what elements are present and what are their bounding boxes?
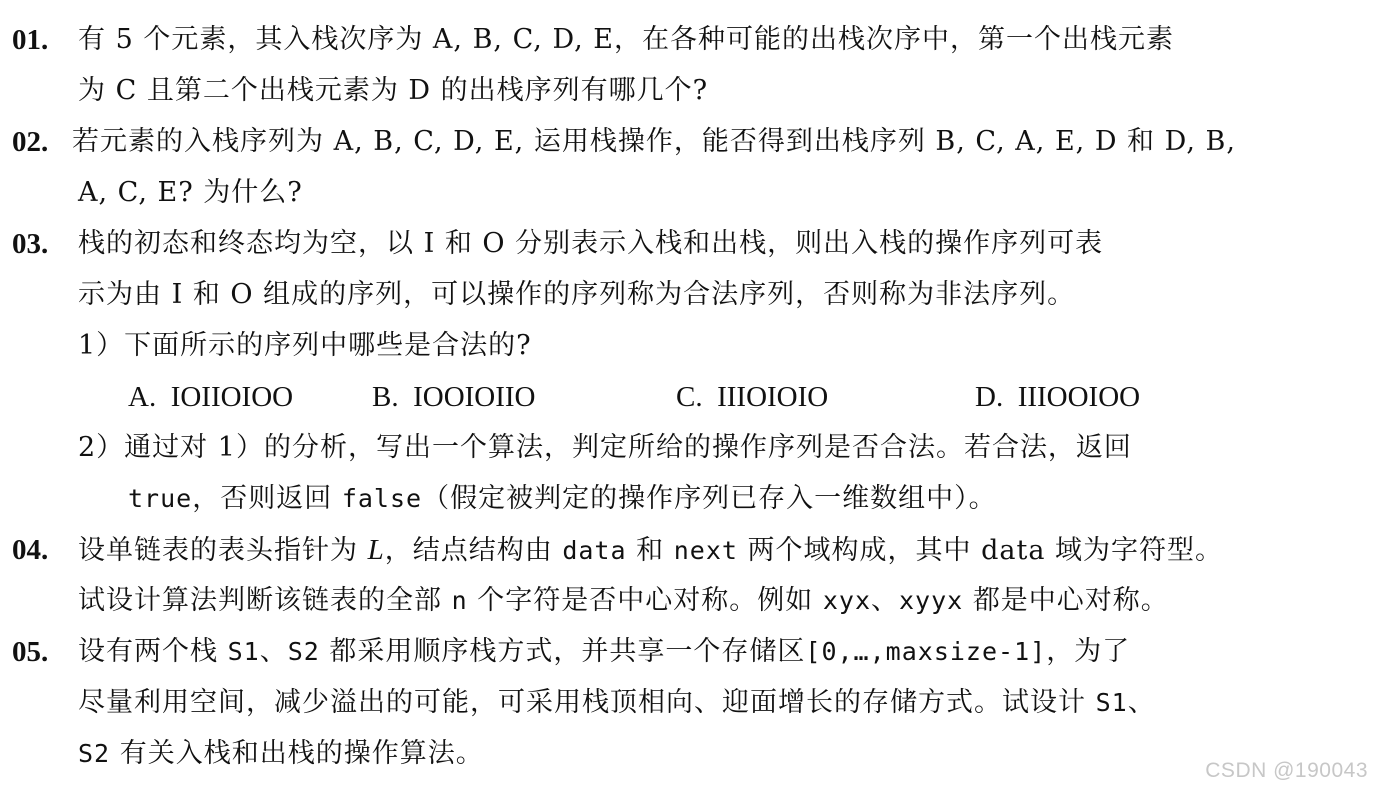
code-s2: S2 — [78, 739, 111, 768]
code-s1: S1 — [227, 637, 260, 666]
question-text: 试设计算法判断该链表的全部 n 个字符是否中心对称。例如 xyx、xyyx 都是中心对称。 — [78, 585, 1169, 616]
question-text: 为 C 且第二个出栈元素为 D 的出栈序列有哪几个? — [78, 75, 709, 106]
option-label: B. — [372, 381, 399, 413]
var-l: L — [367, 534, 385, 566]
code-n: n — [451, 586, 468, 615]
code-xyx: xyx — [822, 586, 871, 615]
question-text: 尽量利用空间，减少溢出的可能，可采用栈顶相向、迎面增长的存储方式。试设计 S1、 — [78, 687, 1156, 718]
question-text: 有 5 个元素，其入栈次序为 A, B, C, D, E，在各种可能的出栈次序中，第一个出栈元素 — [78, 24, 1175, 55]
sub-question-text: 2）通过对 1）的分析，写出一个算法，判定所给的操作序列是否合法。若合法，返回 — [78, 432, 1132, 463]
option-label: D. — [975, 381, 1004, 413]
code-range: [0,…,maxsize-1] — [805, 637, 1047, 666]
option-b — [372, 377, 536, 417]
option-value: IIIOIOIO — [717, 381, 829, 413]
question-number: 04. — [12, 534, 49, 566]
question-text: 设单链表的表头指针为 L，结点结构由 data 和 next 两个域构成，其中 data 域为字符型。 — [78, 534, 1224, 566]
question-number: 05. — [12, 636, 49, 668]
option-value: IIIOOIOO — [1017, 381, 1141, 413]
question-text: 设有两个栈 S1、S2 都采用顺序栈方式，并共享一个存储区[0,…,maxsize-1]，为了 — [78, 636, 1131, 667]
watermark: CSDN @190043 — [1205, 759, 1368, 782]
question-text: 栈的初态和终态均为空，以 I 和 O 分别表示入栈和出栈，则出入栈的操作序列可表 — [78, 228, 1104, 259]
question-number: 02. — [12, 126, 49, 158]
code-data: data — [562, 536, 627, 565]
question-number: 03. — [12, 228, 49, 260]
option-value: IOIIOIOO — [170, 381, 294, 413]
option-c — [676, 377, 828, 417]
code-next: next — [673, 536, 738, 565]
question-text: 若元素的入栈序列为 A, B, C, D, E, 运用栈操作，能否得到出栈序列 B, C, A, E, D 和 D, B, — [72, 126, 1236, 157]
question-text: S2 有关入栈和出栈的操作算法。 — [78, 738, 484, 769]
sub-question-text: true，否则返回 false（假定被判定的操作序列已存入一维数组中）。 — [128, 483, 997, 514]
option-d — [975, 377, 1140, 417]
question-text: 示为由 I 和 O 组成的序列，可以操作的序列称为合法序列，否则称为非法序列。 — [78, 279, 1076, 310]
code-true: true — [128, 484, 193, 513]
code-false: false — [341, 484, 423, 513]
sub-question-text: 1）下面所示的序列中哪些是合法的? — [78, 330, 532, 361]
option-value: IOOIOIIO — [413, 381, 536, 413]
option-a — [128, 377, 293, 417]
code-s2: S2 — [287, 637, 320, 666]
option-label: C. — [676, 381, 703, 413]
question-number: 01. — [12, 24, 49, 56]
option-label: A. — [128, 381, 157, 413]
question-text: A, C, E? 为什么? — [78, 177, 303, 208]
code-s1: S1 — [1095, 688, 1128, 717]
code-xyyx: xyyx — [899, 586, 964, 615]
